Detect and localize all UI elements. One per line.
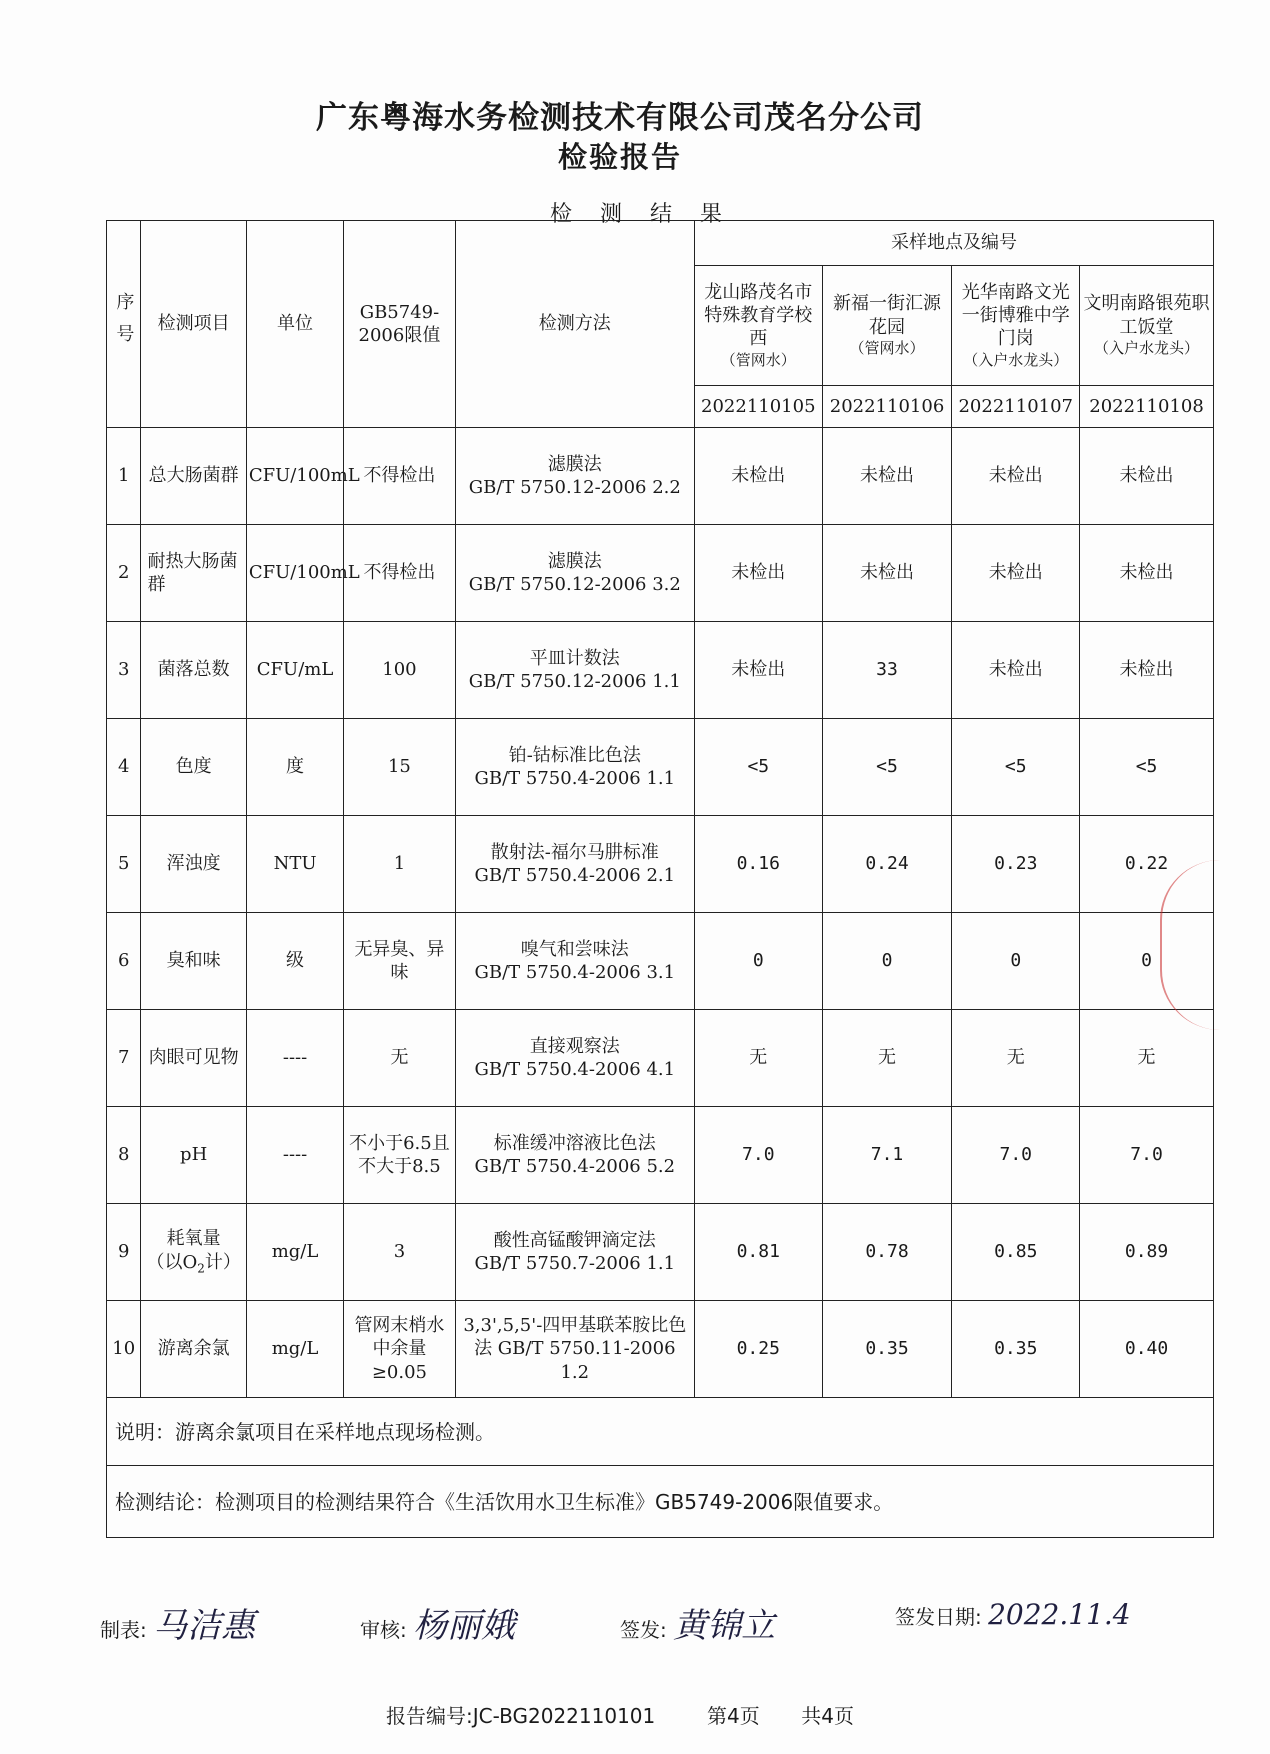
method-name: 铂-钴标准比色法 [508,744,641,766]
row-value: 未检出 [822,525,952,622]
row-seq: 6 [107,913,141,1010]
row-value: 0 [822,913,952,1010]
method-standard: GB/T 5750.12-2006 2.2 [468,477,681,498]
row-seq: 10 [107,1301,141,1398]
row-value: 7.0 [1080,1107,1214,1204]
site-name: 光华南路文光一街博雅中学门岗 [961,281,1070,350]
note-text: 说明：游离余氯项目在采样地点现场检测。 [107,1398,1214,1466]
method-name: 滤膜法 [547,453,602,475]
method-standard: GB/T 5750.12-2006 1.1 [468,671,681,692]
row-value: <5 [694,719,822,816]
site-code: 2022110105 [694,386,822,428]
issue-signature: 黄锦立 [673,1606,776,1646]
row-value: 无 [952,1010,1080,1107]
method-standard: GB/T 5750.4-2006 1.1 [474,768,676,789]
row-limit: 100 [344,622,456,719]
row-value: 未检出 [952,428,1080,525]
row-value: 7.0 [694,1107,822,1204]
method-standard: GB/T 5750.4-2006 3.1 [474,962,676,983]
row-value: 0.81 [694,1204,822,1301]
row-seq: 3 [107,622,141,719]
row-seq: 5 [107,816,141,913]
row-value: 7.1 [822,1107,952,1204]
row-value: 未检出 [694,622,822,719]
date-label: 签发日期: [895,1605,982,1629]
row-value: 33 [822,622,952,719]
row-item: 肉眼可见物 [141,1010,246,1107]
section-title: 检测结果 [549,202,750,227]
site-name: 新福一街汇源花园 [833,293,942,338]
row-value: 未检出 [822,428,952,525]
issue-label: 签发: [620,1618,667,1642]
prepared-by [100,1598,255,1647]
row-unit: ---- [246,1107,343,1204]
row-value: 0.22 [1080,816,1214,913]
row-seq: 4 [107,719,141,816]
row-seq: 8 [107,1107,141,1204]
row-value: 无 [694,1010,822,1107]
row-item: 游离余氯 [141,1301,246,1398]
method-name: 标准缓冲溶液比色法 [493,1132,656,1154]
header-unit: 单位 [246,221,343,428]
table-row [107,816,1214,913]
row-item: 臭和味 [141,913,246,1010]
row-value: <5 [1080,719,1214,816]
item-name: 耗氧量 [166,1228,221,1250]
reviewed-by [360,1598,515,1647]
table-row [107,1204,1214,1301]
row-value: <5 [822,719,952,816]
row-value: 未检出 [1080,525,1214,622]
row-method [455,719,694,816]
row-method [455,622,694,719]
row-value: 0.35 [952,1301,1080,1398]
row-value: 0.25 [694,1301,822,1398]
row-value: 0.35 [822,1301,952,1398]
row-value: 无 [1080,1010,1214,1107]
method-standard: GB/T 5750.4-2006 4.1 [474,1059,676,1080]
site-type: （入户水龙头） [1094,339,1200,358]
site-type: （管网水） [720,350,796,369]
date-value: 2022.11.4 [988,1598,1131,1631]
item-note-prefix: （以O [146,1251,198,1273]
row-value: 0 [952,913,1080,1010]
row-value: 0.24 [822,816,952,913]
method-name: 平皿计数法 [529,647,620,669]
method-name: 酸性高锰酸钾滴定法 [493,1229,656,1251]
prepared-label: 制表: [100,1618,147,1642]
results-table [106,220,1214,1538]
row-unit: ---- [246,1010,343,1107]
row-seq: 2 [107,525,141,622]
row-limit: 不小于6.5且不大于8.5 [344,1107,456,1204]
table-row [107,1010,1214,1107]
row-limit: 不得检出 [344,428,456,525]
row-limit: 管网末梢水中余量≥0.05 [344,1301,456,1398]
header-limit: GB5749-2006限值 [344,221,456,428]
row-unit: mg/L [246,1204,343,1301]
method-name: 3,3',5,5'-四甲基联苯胺比色 [463,1314,687,1336]
row-item: 耐热大肠菌群 [141,525,246,622]
row-limit: 1 [344,816,456,913]
row-seq: 9 [107,1204,141,1301]
table-row [107,719,1214,816]
table-row [107,913,1214,1010]
header-sites-group: 采样地点及编号 [694,221,1213,266]
row-value: 未检出 [952,525,1080,622]
row-value: 未检出 [694,428,822,525]
row-value: 0 [694,913,822,1010]
row-unit: CFU/100mL [246,428,343,525]
company-name: 广东粤海水务检测技术有限公司茂名分公司 [316,100,924,136]
row-value: 0.85 [952,1204,1080,1301]
row-seq: 7 [107,1010,141,1107]
prepared-signature: 马洁惠 [153,1606,256,1646]
row-value: <5 [952,719,1080,816]
issue-date [895,1598,1131,1631]
row-value: 0 [1080,913,1214,1010]
row-limit: 无异臭、异味 [344,913,456,1010]
method-name: 嗅气和尝味法 [520,938,629,960]
table-row [107,428,1214,525]
header-item: 检测项目 [141,221,246,428]
document-title: 检验报告 [557,140,682,174]
header-seq: 序号 [107,221,141,428]
row-item: 色度 [141,719,246,816]
site-name: 龙山路茂名市特殊教育学校西 [704,281,813,350]
method-standard: GB/T 5750.12-2006 3.2 [468,574,681,595]
row-value: 0.78 [822,1204,952,1301]
row-value: 0.40 [1080,1301,1214,1398]
row-value: 0.16 [694,816,822,913]
method-standard: GB/T 5750.4-2006 5.2 [474,1156,676,1177]
method-name: 直接观察法 [529,1035,620,1057]
row-unit: 级 [246,913,343,1010]
row-limit: 不得检出 [344,525,456,622]
row-method [455,816,694,913]
method-standard: 法 GB/T 5750.11-2006 1.2 [474,1338,676,1383]
row-item: 浑浊度 [141,816,246,913]
row-seq: 1 [107,428,141,525]
item-note-subscript: 2 [197,1261,205,1276]
row-method [455,1204,694,1301]
row-unit: mg/L [246,1301,343,1398]
row-unit: CFU/100mL [246,525,343,622]
header-method: 检测方法 [455,221,694,428]
method-name: 滤膜法 [547,550,602,572]
row-value: 0.23 [952,816,1080,913]
row-unit: CFU/mL [246,622,343,719]
item-note-suffix: 计） [204,1251,241,1273]
row-unit: 度 [246,719,343,816]
issued-by [620,1598,775,1647]
row-value: 0.89 [1080,1204,1214,1301]
table-row [107,525,1214,622]
method-standard: GB/T 5750.7-2006 1.1 [474,1253,676,1274]
site-type: （管网水） [849,339,925,358]
row-method [455,1107,694,1204]
site-code: 2022110108 [1080,386,1214,428]
site-name-cell [822,266,952,386]
table-row [107,1301,1214,1398]
row-value: 未检出 [694,525,822,622]
row-method [455,1301,694,1398]
row-value: 未检出 [1080,428,1214,525]
table-row [107,1107,1214,1204]
site-name-cell [694,266,822,386]
row-value: 7.0 [952,1107,1080,1204]
row-limit: 15 [344,719,456,816]
row-limit: 无 [344,1010,456,1107]
item-note [143,1251,243,1277]
row-value: 未检出 [1080,622,1214,719]
page-total: 共4页 [801,1704,854,1728]
row-unit: NTU [246,816,343,913]
table-row [107,622,1214,719]
row-item [141,1204,246,1301]
site-type: （入户水龙头） [963,350,1069,369]
site-name-cell [952,266,1080,386]
page-footer [0,1700,1240,1729]
row-method [455,428,694,525]
row-method [455,525,694,622]
row-item: pH [141,1107,246,1204]
site-name: 文明南路银苑职工饭堂 [1083,293,1210,338]
report-number: 报告编号:JC-BG2022110101 [386,1704,656,1728]
row-value: 未检出 [952,622,1080,719]
row-value: 无 [822,1010,952,1107]
review-label: 审核: [360,1618,407,1642]
row-item: 菌落总数 [141,622,246,719]
row-limit: 3 [344,1204,456,1301]
method-name: 散射法-福尔马肼标准 [490,841,659,863]
row-method [455,913,694,1010]
method-standard: GB/T 5750.4-2006 2.1 [474,865,676,886]
site-code: 2022110106 [822,386,952,428]
conclusion-text: 检测结论：检测项目的检测结果符合《生活饮用水卫生标准》GB5749-2006限值要求。 [107,1466,1214,1538]
page-number: 第4页 [707,1704,760,1728]
review-signature: 杨丽娥 [413,1606,516,1646]
row-item: 总大肠菌群 [141,428,246,525]
site-name-cell [1080,266,1214,386]
row-method [455,1010,694,1107]
site-code: 2022110107 [952,386,1080,428]
